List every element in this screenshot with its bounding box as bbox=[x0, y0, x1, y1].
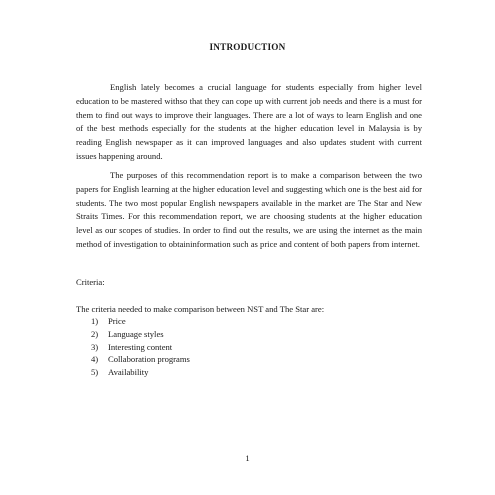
list-item bbox=[91, 315, 190, 328]
paragraph-2: The purposes of this recommendation report is to make a comparison between the two papers for English learning at the higher education level and suggesting which one is the best aid for students. The two most popular English newspapers available in the market are The Star and New Straits Times. For this recommendation report, we are choosing students at the higher education level as our scopes of studies. In order to find out the results, we are using the internet as the main method of investigation to obtaininformation such as price and content of both papers from internet. bbox=[76, 170, 422, 249]
list-item-text: Language styles bbox=[108, 328, 164, 339]
page-title: INTRODUCTION bbox=[209, 42, 286, 52]
paragraph-1: English lately becomes a crucial language for students especially from higher level education to be mastered withso that they can cope up with current job needs and there is a must for them to find out ways to improve their languages. There are a lot of ways to learn English and one of the best methods especially for the students at the higher education level in Malaysia is by reading English newspaper as it can improved languages and also updates student with current issues happening around. bbox=[76, 82, 422, 161]
list-item-number: 4) bbox=[91, 354, 99, 365]
page-number: 1 bbox=[245, 453, 250, 463]
list-item bbox=[91, 353, 190, 366]
criteria-heading: Criteria: bbox=[76, 277, 105, 287]
list-item-text: Availability bbox=[108, 367, 149, 378]
list-item bbox=[91, 341, 190, 354]
criteria-list bbox=[91, 315, 190, 379]
list-item bbox=[91, 366, 190, 379]
list-item-number: 1) bbox=[91, 316, 99, 326]
list-item-text: Price bbox=[108, 316, 126, 326]
criteria-intro: The criteria needed to make comparison between NST and The Star are: bbox=[76, 304, 325, 314]
list-item-number: 3) bbox=[91, 341, 99, 352]
list-item-text: Interesting content bbox=[108, 341, 173, 352]
list-item-text: Collaboration programs bbox=[108, 354, 190, 365]
list-item bbox=[91, 328, 190, 341]
list-item-number: 5) bbox=[91, 367, 99, 378]
list-item-number: 2) bbox=[91, 328, 99, 339]
